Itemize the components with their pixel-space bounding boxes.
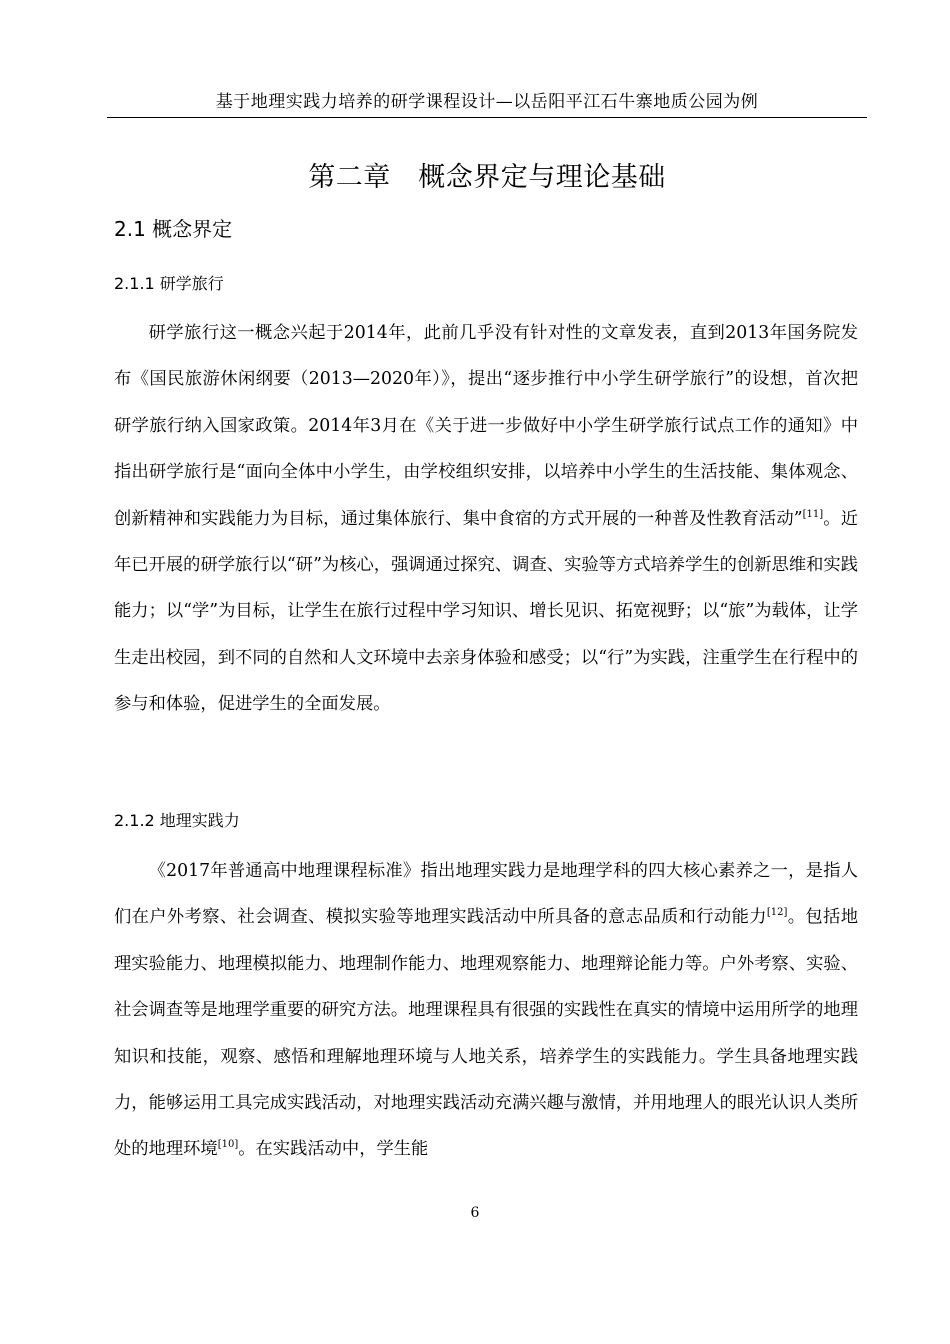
paragraph-text: 。近年已开展的研学旅行以“研”为核心，强调通过探究、调查、实验等方式培养学生的创新思维和实践能力；以“学”为目标，让学生在旅行过程中学习知识、增长见识、拓宽视野；以“旅”为载体，让学生走出校园，到不同的自然和人文环境中去亲身体验和感受；以“行”为实践，注重学生在行程中的参与和体验，促进学生的全面发展。 — [114, 508, 858, 715]
subsection-title-research-travel: 2.1.1 研学旅行 — [114, 274, 224, 293]
paragraph-text: 研学旅行这一概念兴起于2014年，此前几乎没有针对性的文章发表，直到2013年国务院发布《国民旅游休闲纲要（2013—2020年）》，提出“逐步推行中小学生研学旅行”的设想，首次把研学旅行纳入国家政策。2014年3月在《关于进一步做好中小学生研学旅行试点工作的通知》中指出研学旅行是“面向全体中小学生，由学校组织安排，以培养中小学生的生活技能、集体观念、创新精神和实践能力为目标，通过集体旅行、集中食宿的方式开展的一种普及性教育活动” — [114, 323, 858, 529]
citation-ref: [12] — [766, 907, 788, 919]
paragraph-research-travel — [114, 310, 858, 728]
paragraph-text: 。在实践活动中，学生能 — [238, 1139, 429, 1160]
paragraph-geographic-practice — [114, 848, 858, 1173]
citation-ref: [10] — [217, 1139, 239, 1151]
section-title: 2.1 概念界定 — [114, 217, 233, 241]
page-number: 6 — [470, 1205, 480, 1221]
chapter-title: 第二章 概念界定与理论基础 — [308, 162, 666, 193]
citation-ref: [11] — [802, 508, 824, 520]
header-rule — [107, 117, 867, 118]
paragraph-text: 《2017年普通高中地理课程标准》指出地理实践力是地理学科的四大核心素养之一，是指人们在户外考察、社会调查、模拟实验等地理实践活动中所具备的意志品质和行动能力 — [114, 861, 858, 928]
subsection-title-geographic-practice: 2.1.2 地理实践力 — [114, 811, 240, 830]
running-header: 基于地理实践力培养的研学课程设计—以岳阳平江石牛寨地质公园为例 — [215, 92, 759, 112]
paragraph-text: 。包括地理实验能力、地理模拟能力、地理制作能力、地理观察能力、地理辩论能力等。户外考察、实验、社会调查等是地理学重要的研究方法。地理课程具有很强的实践性在真实的情境中运用所学的地理知识和技能，观察、感悟和理解地理环境与人地关系，培养学生的实践能力。学生具备地理实践力，能够运用工具完成实践活动，对地理实践活动充满兴趣与激情，并用地理人的眼光认识人类所处的地理环境 — [114, 907, 858, 1160]
